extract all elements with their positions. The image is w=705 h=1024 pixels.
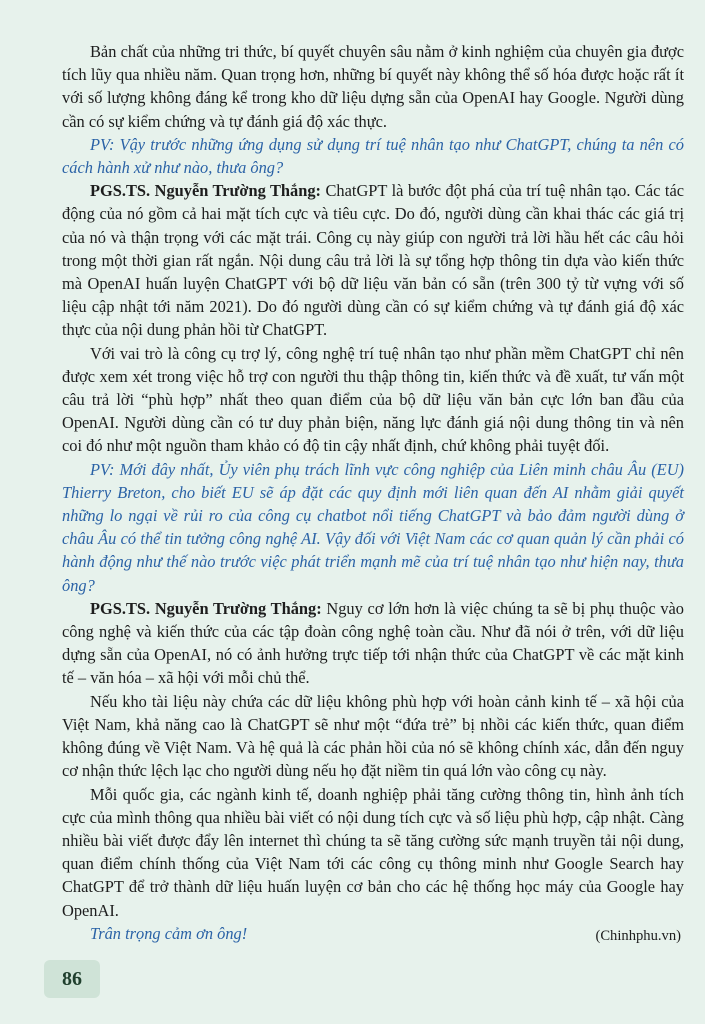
interviewer-question: PV: Mới đây nhất, Ủy viên phụ trách lĩnh vực công nghiệp của Liên minh châu Âu (EU) Thierry Breton, cho biết EU sẽ áp đặt các quy định mới liên quan đến AI nhằm giải quyết những lo ngại về rủi ro của công cụ chatbot nổi tiếng ChatGPT và bảo đảm người dùng ở châu Âu có thể tin tưởng công nghệ AI. Vậy đối với Việt Nam các cơ quan quản lý cần phải có hành động như thế nào trước việc phát triển mạnh mẽ của trí tuệ nhân tạo như hiện nay, thưa ông? bbox=[62, 459, 684, 595]
source-credit: (Chinhphu.vn) bbox=[595, 928, 681, 944]
closing-remark: Trân trọng cảm ơn ông! bbox=[90, 923, 248, 943]
speaker-name: PGS.TS. Nguyễn Trường Thắng: bbox=[90, 181, 321, 201]
paragraph: Với vai trò là công cụ trợ lý, công nghệ trí tuệ nhân tạo như phần mềm ChatGPT chỉ nên được xem xét trong việc hỗ trợ con người thu thập thông tin, kiến thức và đề xuất, tư vấn một câu trả lời “phù hợp” nhất theo quan điểm của bộ dữ liệu văn bản cực lớn ban đầu của OpenAI. Người dùng cần có tư duy phản biện, năng lực đánh giá nội dung thông tin và nên coi đó như một nguồn tham khảo có độ tin cậy nhất định, chứ không phải tuyệt đối. bbox=[62, 343, 684, 456]
paragraph: Mỗi quốc gia, các ngành kinh tế, doanh nghiệp phải tăng cường thông tin, hình ảnh tích cực của mình thông qua nhiều bài viết có nội dung tích cực và số liệu phù hợp, cập nhật. Càng nhiều bài viết được đẩy lên internet thì chúng ta sẽ tăng cường sức mạnh truyền tải nội dung, quan điểm chính thống của Việt Nam tới các công cụ thông minh như Google Search hay ChatGPT để trở thành dữ liệu huấn luyện cơ bản cho các hệ thống học máy của Google hay OpenAI. bbox=[62, 784, 684, 920]
speaker-name: PGS.TS. Nguyễn Trường Thắng: bbox=[90, 598, 322, 618]
article-body bbox=[62, 40, 684, 945]
interviewer-question: PV: Vậy trước những ứng dụng sử dụng trí tuệ nhân tạo như ChatGPT, chúng ta nên có cách hành xử như nào, thưa ông? bbox=[62, 134, 684, 178]
answer-text: Nguy cơ lớn hơn là việc chúng ta sẽ bị phụ thuộc vào công nghệ và kiến thức của các tập đoàn công nghệ toàn cầu. Như đã nói ở trên, với dữ liệu dựng sẵn của OpenAI, nó có ảnh hưởng trực tiếp tới nhận thức của ChatGPT về các mặt kinh tế – văn hóa – xã hội với mỗi chủ thể. bbox=[62, 598, 685, 688]
paragraph: Bản chất của những tri thức, bí quyết chuyên sâu nằm ở kinh nghiệm của chuyên gia được tích lũy qua nhiều năm. Quan trọng hơn, những bí quyết này không thể số hóa được hoặc rất ít với số lượng không đáng kể trong kho dữ liệu dựng sẵn của OpenAI hay Google. Người dùng cần có sự kiểm chứng và tự đánh giá độ xác thực. bbox=[62, 42, 684, 131]
answer-text: ChatGPT là bước đột phá của trí tuệ nhân tạo. Các tác động của nó gồm cả hai mặt tích cực và tiêu cực. Do đó, người dùng cần khai thác các giá trị của nó và thận trọng với các mặt trái. Công cụ này giúp con người trả lời hầu hết các câu hỏi trong một thời gian rất ngắn. Nội dung câu trả lời là sự tổng hợp thông tin dựa vào kiến thức mà OpenAI huấn luyện ChatGPT với bộ dữ liệu văn bản có sẵn (trên 300 tỷ từ vựng với số liệu cập nhật tới năm 2021). Do đó người dùng cần có sự kiểm chứng và tự đánh giá độ xác thực của nội dung phản hồi từ ChatGPT. bbox=[62, 181, 684, 340]
answer-paragraph bbox=[62, 597, 684, 690]
answer-paragraph bbox=[62, 179, 684, 341]
page-number: 86 bbox=[44, 960, 100, 998]
paragraph: Nếu kho tài liệu này chứa các dữ liệu không phù hợp với hoàn cảnh kinh tế – xã hội của Việt Nam, khả năng cao là ChatGPT sẽ như một “đứa trẻ” bị nhồi các kiến thức, quan điểm không đúng về Việt Nam. Và hệ quả là các phản hồi của nó sẽ không chính xác, dẫn đến nguy cơ nhận thức lệch lạc cho người dùng nếu họ đặt niềm tin quá lớn vào công cụ này. bbox=[62, 691, 684, 781]
